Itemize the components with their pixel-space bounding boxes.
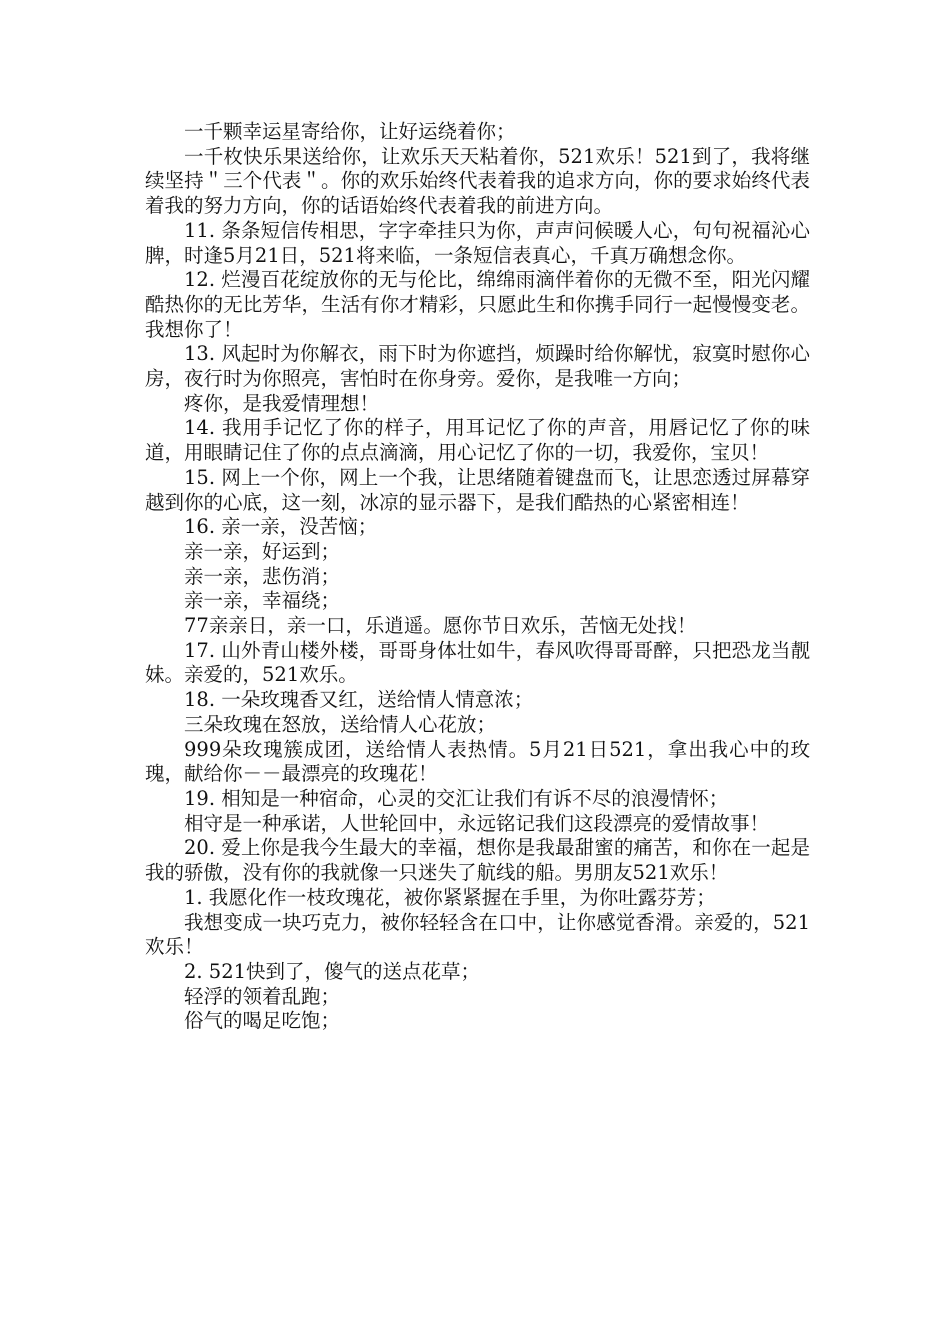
document-body <box>145 120 810 1034</box>
paragraph: 一千枚快乐果送给你，让欢乐天天粘着你，521欢乐！521到了，我将继续坚持＂三个代表＂。你的欢乐始终代表着我的追求方向，你的要求始终代表着我的努力方向，你的话语始终代表着我的前进方向。 <box>145 144 810 218</box>
paragraph: 18. 一朵玫瑰香又红，送给情人情意浓； <box>184 688 534 712</box>
paragraph: 77亲亲日，亲一口，乐逍遥。愿你节日欢乐，苦恼无处找！ <box>184 614 697 638</box>
paragraph: 亲一亲，好运到； <box>184 539 341 563</box>
paragraph: 亲一亲，幸福绕； <box>184 589 341 613</box>
paragraph: 亲一亲，悲伤消； <box>184 564 341 588</box>
paragraph: 999朵玫瑰簇成团，送给情人表热情。5月21日521，拿出我心中的玫瑰，献给你－－最漂亮的玫瑰花！ <box>145 737 810 786</box>
paragraph: 16. 亲一亲，没苦恼； <box>184 515 378 539</box>
paragraph: 我想变成一块巧克力，被你轻轻含在口中，让你感觉香滑。亲爱的，521欢乐！ <box>145 910 810 959</box>
paragraph: 19. 相知是一种宿命，心灵的交汇让我们有诉不尽的浪漫情怀； <box>184 786 729 810</box>
paragraph: 轻浮的领着乱跑； <box>184 984 341 1008</box>
paragraph: 一千颗幸运星寄给你，让好运绕着你； <box>184 120 516 143</box>
paragraph: 11. 条条短信传相思，字字牵挂只为你，声声问候暖人心，句句祝福沁心脾，时逢5月21日，521将来临，一条短信表真心，千真万确想念你。 <box>145 218 810 267</box>
paragraph: 相守是一种承诺，人世轮回中，永远铭记我们这段漂亮的爱情故事！ <box>184 811 770 835</box>
paragraph: 疼你，是我爱情理想！ <box>184 391 380 415</box>
paragraph: 14. 我用手记忆了你的样子，用耳记忆了你的声音，用唇记忆了你的味道，用眼睛记住了你的点点滴滴，用心记忆了你的一切，我爱你，宝贝！ <box>145 416 810 465</box>
paragraph: 2. 521快到了，傻气的送点花草； <box>184 959 481 983</box>
paragraph: 12. 烂漫百花绽放你的无与伦比，绵绵雨滴伴着你的无微不至，阳光闪耀酷热你的无比芳华，生活有你才精彩，只愿此生和你携手同行一起慢慢变老。我想你了！ <box>145 268 810 341</box>
paragraph: 13. 风起时为你解衣，雨下时为你遮挡，烦躁时给你解忧，寂寞时慰你心房，夜行时为你照亮，害怕时在你身旁。爱你，是我唯一方向； <box>145 342 810 391</box>
paragraph: 1. 我愿化作一枝玫瑰花，被你紧紧握在手里，为你吐露芬芳； <box>184 885 716 909</box>
paragraph: 17. 山外青山楼外楼，哥哥身体壮如牛，春风吹得哥哥醉，只把恐龙当靓妹。亲爱的，521欢乐。 <box>145 638 810 687</box>
paragraph: 三朵玫瑰在怒放，送给情人心花放； <box>184 712 497 736</box>
paragraph: 15. 网上一个你，网上一个我，让思绪随着键盘而飞，让思恋透过屏幕穿越到你的心底，这一刻，冰凉的显示器下，是我们酷热的心紧密相连！ <box>145 465 810 514</box>
paragraph: 俗气的喝足吃饱； <box>184 1009 341 1033</box>
paragraph: 20. 爱上你是我今生最大的幸福，想你是我最甜蜜的痛苦，和你在一起是我的骄傲，没有你的我就像一只迷失了航线的船。男朋友521欢乐！ <box>145 836 810 885</box>
